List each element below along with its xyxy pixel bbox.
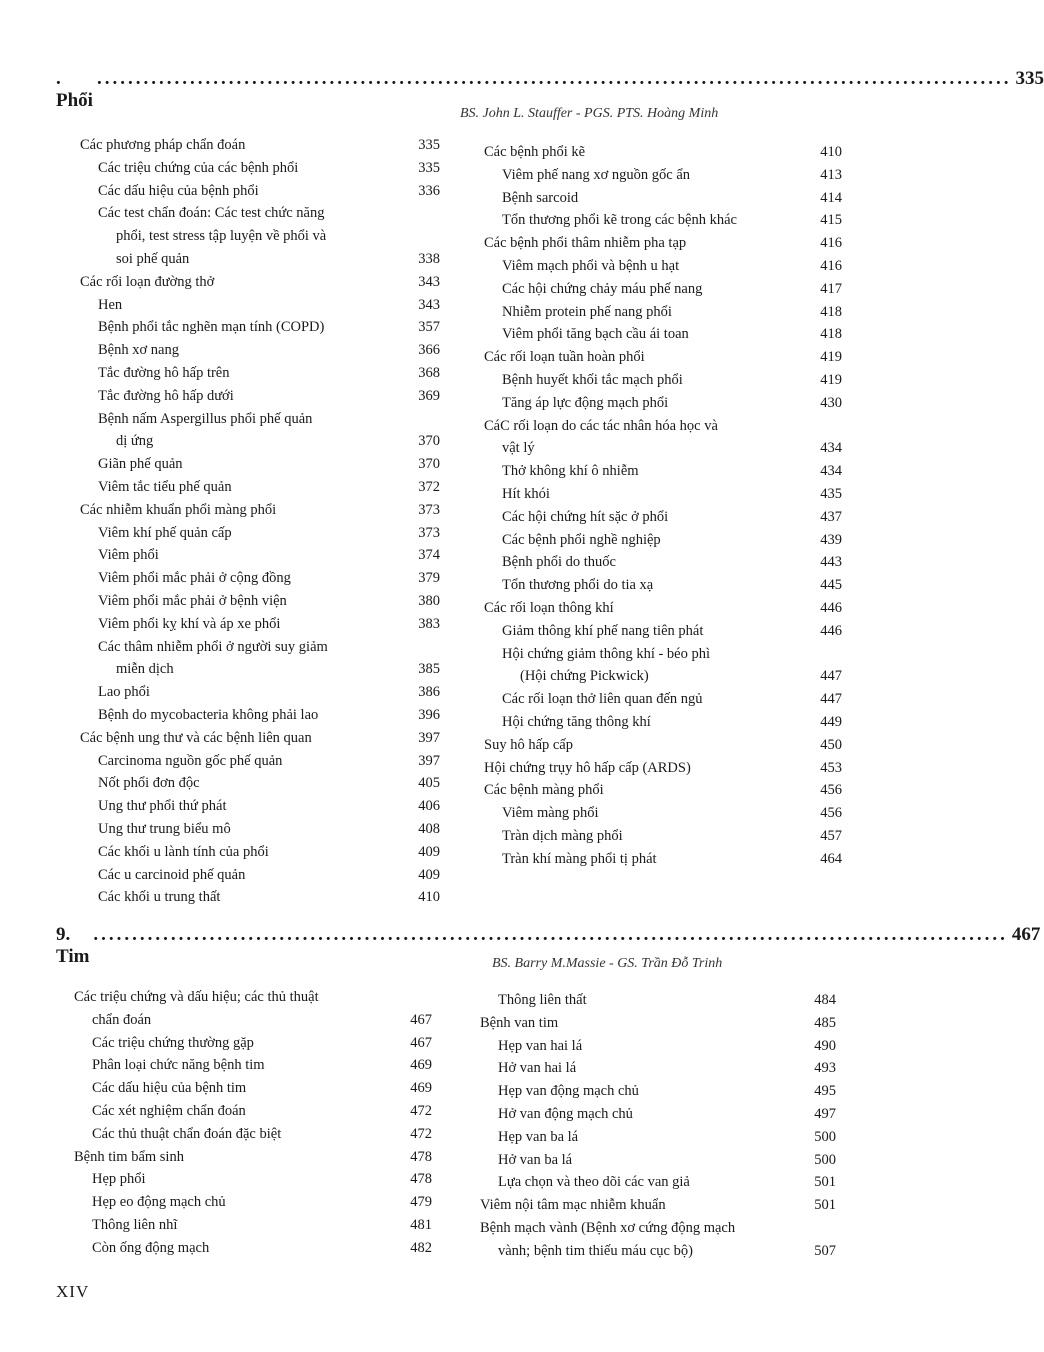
toc-entry <box>80 704 440 727</box>
toc-entry <box>80 772 440 795</box>
toc-entry <box>80 613 440 636</box>
toc-entry <box>80 180 440 203</box>
toc-entry-title: Lao phổi <box>98 684 150 701</box>
toc-entry-title: Các hội chứng chảy máu phế nang <box>502 280 703 297</box>
toc-entry <box>80 567 440 590</box>
toc-entry-page: 469 <box>410 1080 432 1097</box>
toc-entry-title: CáC rối loạn do các tác nhân hóa học và <box>484 417 718 434</box>
toc-entry-title: Viêm mạch phổi và bệnh u hạt <box>502 257 680 274</box>
toc-entry-page: 416 <box>820 235 842 252</box>
toc-entry-title: dị ứng <box>116 433 154 450</box>
toc-entry-page: 490 <box>814 1037 836 1054</box>
toc-entry <box>74 1191 432 1214</box>
chapter-page: 335 <box>1015 68 1044 89</box>
toc-entry <box>480 1171 836 1194</box>
toc-entry <box>484 232 842 255</box>
toc-entry <box>80 248 440 271</box>
toc-entry <box>74 1214 432 1237</box>
toc-entry <box>80 590 440 613</box>
toc-entry <box>484 711 842 734</box>
toc-entry-title: Viêm khí phế quản cấp <box>98 524 232 541</box>
toc-column-right <box>484 141 842 871</box>
chapter-authors: BS. Barry M.Massie - GS. Trần Đỗ Trinh <box>492 956 723 971</box>
chapter-heading-phoi <box>56 68 1044 112</box>
toc-entry-page: 446 <box>820 599 842 616</box>
toc-entry-page: 467 <box>410 1011 432 1028</box>
toc-entry-page: 380 <box>418 592 440 609</box>
toc-entry-title: Hẹp van ba lá <box>498 1128 579 1145</box>
toc-entry-page: 478 <box>410 1171 432 1188</box>
toc-entry-page: 343 <box>418 296 440 313</box>
toc-entry-page: 397 <box>418 729 440 746</box>
toc-entry-page: 472 <box>410 1102 432 1119</box>
toc-entry-page: 500 <box>814 1128 836 1145</box>
toc-entry-page: 368 <box>418 364 440 381</box>
toc-entry-title: Thông liên nhĩ <box>92 1216 178 1233</box>
toc-entry-title: chẩn đoán <box>92 1011 152 1028</box>
toc-entry-title: Bệnh mạch vành (Bệnh xơ cứng động mạch <box>480 1219 736 1236</box>
toc-entry <box>80 225 440 248</box>
toc-entry-title: Hội chứng tăng thông khí <box>502 713 651 730</box>
toc-entry-page: 409 <box>418 843 440 860</box>
toc-entry-title: Các khối u lành tính của phổi <box>98 843 269 860</box>
toc-entry-title: Bệnh phổi do thuốc <box>502 554 616 571</box>
toc-entry-title: Nốt phổi đơn độc <box>98 775 200 792</box>
toc-entry <box>80 339 440 362</box>
toc-entry-title: Các xét nghiệm chẩn đoán <box>92 1102 246 1119</box>
toc-entry-title: Viêm phổi <box>98 547 159 564</box>
toc-entry-page: 419 <box>820 371 842 388</box>
toc-entry <box>484 369 842 392</box>
toc-entry <box>74 1054 432 1077</box>
toc-entry <box>80 795 440 818</box>
toc-entry <box>80 727 440 750</box>
toc-entry-title: Hội chứng giảm thông khí - béo phì <box>502 645 711 662</box>
toc-entry-page: 418 <box>820 303 842 320</box>
toc-entry <box>80 750 440 773</box>
toc-entry-title: Carcinoma nguồn gốc phế quản <box>98 752 283 769</box>
toc-entry <box>484 848 842 871</box>
toc-entry <box>80 134 440 157</box>
toc-entry <box>480 1057 836 1080</box>
toc-entry <box>484 392 842 415</box>
toc-entry-page: 417 <box>820 280 842 297</box>
toc-entry-page: 446 <box>820 622 842 639</box>
toc-entry-page: 430 <box>820 394 842 411</box>
toc-entry <box>480 1240 836 1263</box>
toc-entry-title: Các bệnh ung thư và các bệnh liên quan <box>80 729 312 746</box>
toc-entry <box>484 141 842 164</box>
chapter-authors: BS. John L. Stauffer - PGS. PTS. Hoàng Minh <box>460 106 719 121</box>
toc-entry <box>80 658 440 681</box>
toc-entry <box>80 522 440 545</box>
toc-entry-page: 373 <box>418 524 440 541</box>
toc-entry <box>484 209 842 232</box>
toc-entry-title: Nhiễm protein phế nang phổi <box>502 303 672 320</box>
toc-entry-page: 456 <box>820 782 842 799</box>
toc-entry-title: Viêm phổi mắc phải ở bệnh viện <box>98 592 287 609</box>
toc-entry-page: 370 <box>418 433 440 450</box>
toc-entry <box>80 202 440 225</box>
toc-entry-title: Các test chẩn đoán: Các test chức năng <box>98 205 325 222</box>
toc-entry-page: 335 <box>418 137 440 153</box>
toc-entry-title: Giảm thông khí phế nang tiên phát <box>502 622 704 639</box>
toc-entry <box>484 734 842 757</box>
toc-entry-title: Các khối u trung thất <box>98 889 221 906</box>
toc-entry-title: Viêm phổi mắc phải ở cộng đồng <box>98 570 291 587</box>
toc-entry-title: Bệnh tim bẩm sinh <box>74 1148 184 1165</box>
toc-entry-page: 434 <box>820 440 842 457</box>
toc-entry-page: 418 <box>820 326 842 343</box>
toc-entry-title: Tổn thương phổi do tia xạ <box>502 577 654 594</box>
toc-entry-title: Các hội chứng hít sặc ở phổi <box>502 508 669 525</box>
toc-entry-title: Viêm tắc tiểu phế quản <box>98 478 232 495</box>
toc-entry <box>80 681 440 704</box>
toc-entry-page: 434 <box>820 463 842 480</box>
toc-entry-title: Viêm phổi tăng bạch cầu ái toan <box>502 326 689 343</box>
toc-entry <box>484 779 842 802</box>
toc-entry-page: 507 <box>814 1242 836 1259</box>
toc-entry-title: Các thủ thuật chẩn đoán đặc biệt <box>92 1125 282 1142</box>
toc-entry <box>484 802 842 825</box>
toc-entry-title: Các u carcinoid phế quản <box>98 866 246 883</box>
toc-entry-page: 410 <box>820 144 842 160</box>
toc-entry-title: Các bệnh màng phổi <box>484 782 604 799</box>
toc-entry <box>484 757 842 780</box>
toc-entry-page: 469 <box>410 1057 432 1074</box>
toc-entry-page: 374 <box>418 547 440 564</box>
toc-entry-title: Các triệu chứng của các bệnh phổi <box>98 159 299 176</box>
toc-entry-title: Bệnh sarcoid <box>502 189 579 206</box>
toc-entry <box>480 989 836 1012</box>
toc-entry-title: Viêm phổi kỵ khí và áp xe phổi <box>98 615 281 632</box>
toc-entry <box>484 529 842 552</box>
toc-entry-page: 335 <box>418 159 440 176</box>
toc-entry <box>74 1168 432 1191</box>
toc-entry <box>484 301 842 324</box>
toc-entry <box>480 1012 836 1035</box>
toc-entry <box>480 1194 836 1217</box>
toc-entry-page: 478 <box>410 1148 432 1165</box>
toc-entry-title: Bệnh do mycobacteria không phải lao <box>98 706 319 723</box>
toc-entry-page: 453 <box>820 759 842 776</box>
toc-entry <box>484 551 842 574</box>
toc-entry <box>480 1080 836 1103</box>
toc-entry <box>484 164 842 187</box>
toc-entry-page: 406 <box>418 798 440 815</box>
toc-entry <box>74 986 432 1009</box>
toc-entry-title: Tổn thương phổi kẽ trong các bệnh khác <box>502 212 737 229</box>
toc-entry <box>480 1103 836 1126</box>
toc-entry <box>80 818 440 841</box>
toc-column-right <box>480 989 836 1263</box>
toc-entry-page: 416 <box>820 257 842 274</box>
toc-entry-title: Hở van động mạch chủ <box>498 1105 633 1122</box>
toc-entry-page: 447 <box>820 668 842 685</box>
toc-entry-page: 419 <box>820 349 842 366</box>
toc-entry <box>484 187 842 210</box>
toc-entry-page: 467 <box>410 1034 432 1051</box>
toc-entry <box>484 574 842 597</box>
toc-entry <box>80 864 440 887</box>
toc-entry <box>484 597 842 620</box>
toc-entry-title: Các dấu hiệu của bệnh tim <box>92 1080 247 1097</box>
toc-entry <box>74 1237 432 1260</box>
toc-entry-page: 414 <box>820 189 842 206</box>
toc-column-left <box>74 986 432 1260</box>
toc-entry <box>484 323 842 346</box>
toc-entry <box>80 841 440 864</box>
toc-entry-title: Tăng áp lực động mạch phổi <box>502 394 669 411</box>
toc-entry-title: Các thâm nhiễm phổi ở người suy giảm <box>98 638 328 655</box>
toc-entry <box>484 278 842 301</box>
toc-entry-title: Giãn phế quản <box>98 456 183 473</box>
toc-entry-title: Bệnh nấm Aspergillus phổi phế quản <box>98 410 313 427</box>
toc-entry <box>480 1126 836 1149</box>
toc-entry-page: 484 <box>814 992 836 1008</box>
toc-entry-title: Bệnh huyết khối tắc mạch phổi <box>502 371 683 388</box>
page-number: XIV <box>56 1282 90 1301</box>
toc-entry-title: Thông liên thất <box>498 992 587 1008</box>
toc-entry-page: 501 <box>814 1197 836 1214</box>
toc-entry <box>480 1035 836 1058</box>
toc-entry <box>80 499 440 522</box>
toc-entry <box>74 1100 432 1123</box>
toc-entry <box>74 1123 432 1146</box>
toc-entry-title: Hở van hai lá <box>498 1060 577 1077</box>
toc-entry-title: Hẹp phổi <box>92 1171 146 1188</box>
toc-entry-title: Các phương pháp chẩn đoán <box>80 137 246 153</box>
toc-entry-title: Các triệu chứng thường gặp <box>92 1034 254 1051</box>
toc-entry-page: 366 <box>418 342 440 359</box>
toc-entry-page: 336 <box>418 182 440 199</box>
toc-entry-title: Các nhiễm khuẩn phổi màng phổi <box>80 501 277 518</box>
toc-entry <box>80 271 440 294</box>
toc-entry-page: 485 <box>814 1014 836 1031</box>
toc-entry-title: vật lý <box>502 440 535 457</box>
toc-entry-page: 497 <box>814 1105 836 1122</box>
toc-entry-page: 372 <box>418 478 440 495</box>
chapter-title: . Phổi <box>56 68 93 111</box>
toc-entry-title: Viêm màng phổi <box>502 805 599 822</box>
toc-entry <box>74 1009 432 1032</box>
chapter-page: 467 <box>1011 924 1041 945</box>
toc-entry <box>484 483 842 506</box>
toc-entry-title: (Hội chứng Pickwick) <box>520 668 649 685</box>
leader-dots: ...................................................................................................................... <box>96 68 1012 89</box>
toc-entry-page: 386 <box>418 684 440 701</box>
toc-entry <box>484 688 842 711</box>
toc-entry <box>484 506 842 529</box>
toc-entry-title: phổi, test stress tập luyện về phổi và <box>116 228 327 245</box>
toc-entry-title: Các rối loạn tuần hoàn phổi <box>484 349 645 366</box>
toc-entry-page: 456 <box>820 805 842 822</box>
toc-entry <box>484 255 842 278</box>
toc-entry <box>80 316 440 339</box>
toc-entry-page: 481 <box>410 1216 432 1233</box>
toc-entry <box>480 1217 836 1240</box>
toc-entry-title: Tràn dịch màng phổi <box>502 827 623 844</box>
toc-entry <box>484 620 842 643</box>
toc-entry-title: Tắc đường hô hấp dưới <box>98 387 234 404</box>
toc-entry-page: 343 <box>418 273 440 290</box>
toc-entry <box>80 453 440 476</box>
toc-entry-title: Bệnh phổi tắc nghẽn mạn tính (COPD) <box>98 319 325 336</box>
toc-entry <box>480 1149 836 1172</box>
toc-entry <box>80 385 440 408</box>
toc-entry-title: Các triệu chứng và dấu hiệu; các thủ thuật <box>74 989 319 1005</box>
toc-entry-page: 385 <box>418 661 440 678</box>
toc-entry-page: 397 <box>418 752 440 769</box>
toc-entry-page: 405 <box>418 775 440 792</box>
toc-entry-page: 357 <box>418 319 440 336</box>
toc-entry-title: Hội chứng trụy hô hấp cấp (ARDS) <box>484 759 691 776</box>
toc-entry-title: Ung thư trung biểu mô <box>98 820 231 837</box>
toc-entry <box>74 1146 432 1169</box>
toc-entry-title: Ung thư phổi thứ phát <box>98 798 227 815</box>
toc-entry <box>80 636 440 659</box>
toc-entry-title: Hẹp van động mạch chủ <box>498 1083 639 1100</box>
leader-dots: ...................................................................................................................... <box>93 924 1008 945</box>
toc-entry-title: Các rối loạn đường thở <box>80 273 215 290</box>
chapter-heading-tim <box>56 924 1041 968</box>
toc-entry <box>80 476 440 499</box>
toc-entry-page: 413 <box>820 166 842 183</box>
toc-entry-page: 472 <box>410 1125 432 1142</box>
toc-entry-page: 500 <box>814 1151 836 1168</box>
toc-entry <box>80 544 440 567</box>
toc-entry <box>484 437 842 460</box>
toc-entry <box>484 346 842 369</box>
toc-entry <box>74 1077 432 1100</box>
toc-entry-page: 464 <box>820 850 842 867</box>
toc-entry-page: 439 <box>820 531 842 548</box>
toc-entry-title: Lựa chọn và theo dõi các van giả <box>498 1174 690 1191</box>
toc-entry-page: 379 <box>418 570 440 587</box>
toc-entry-title: Hẹp van hai lá <box>498 1037 583 1054</box>
toc-entry-page: 445 <box>820 577 842 594</box>
toc-entry-page: 370 <box>418 456 440 473</box>
toc-entry-page: 457 <box>820 827 842 844</box>
toc-entry-title: Tràn khí màng phổi tị phát <box>502 850 657 867</box>
toc-entry-title: Thở không khí ô nhiễm <box>502 463 639 480</box>
toc-entry-title: Các bệnh phổi thâm nhiễm pha tạp <box>484 235 687 252</box>
toc-entry-page: 443 <box>820 554 842 571</box>
toc-entry-page: 408 <box>418 820 440 837</box>
toc-entry-page: 396 <box>418 706 440 723</box>
toc-entry-title: Phân loại chức năng bệnh tim <box>92 1057 265 1074</box>
toc-entry-title: Hen <box>98 296 123 313</box>
toc-entry-page: 450 <box>820 736 842 753</box>
toc-entry-title: Hở van ba lá <box>498 1151 573 1168</box>
toc-entry-title: Bệnh van tim <box>480 1014 559 1031</box>
toc-entry-page: 369 <box>418 387 440 404</box>
toc-entry <box>484 825 842 848</box>
toc-entry-page: 437 <box>820 508 842 525</box>
toc-column-left <box>80 134 440 909</box>
toc-entry <box>80 886 440 909</box>
toc-entry <box>484 643 842 666</box>
toc-entry-title: Hít khói <box>502 485 550 502</box>
toc-entry-title: Còn ống động mạch <box>92 1239 210 1256</box>
toc-entry-page: 482 <box>410 1239 432 1256</box>
toc-entry-page: 501 <box>814 1174 836 1191</box>
toc-entry-page: 410 <box>418 889 440 906</box>
toc-entry-title: Các bệnh phổi nghề nghiệp <box>502 531 661 548</box>
toc-entry <box>80 294 440 317</box>
toc-entry-title: Viêm phế nang xơ nguồn gốc ẩn <box>502 166 691 183</box>
toc-entry-page: 435 <box>820 485 842 502</box>
toc-entry-title: soi phế quản <box>116 250 190 267</box>
toc-entry-page: 447 <box>820 691 842 708</box>
toc-entry-title: Tắc đường hô hấp trên <box>98 364 230 381</box>
toc-entry-page: 409 <box>418 866 440 883</box>
toc-entry-title: miễn dịch <box>116 661 174 678</box>
toc-entry-page: 338 <box>418 250 440 267</box>
toc-entry-page: 479 <box>410 1194 432 1211</box>
toc-entry <box>484 460 842 483</box>
toc-entry-title: Suy hô hấp cấp <box>484 736 573 753</box>
toc-entry-page: 449 <box>820 713 842 730</box>
toc-entry-title: Hẹp eo động mạch chủ <box>92 1194 226 1211</box>
toc-entry-title: Các bệnh phổi kẽ <box>484 144 586 160</box>
toc-entry-page: 383 <box>418 615 440 632</box>
toc-entry <box>74 1032 432 1055</box>
toc-entry <box>484 665 842 688</box>
toc-entry-title: Các rối loạn thông khí <box>484 599 614 616</box>
toc-entry-page: 415 <box>820 212 842 229</box>
toc-entry <box>80 157 440 180</box>
chapter-title: 9. Tim <box>56 924 90 967</box>
toc-entry <box>80 430 440 453</box>
toc-entry <box>80 362 440 385</box>
toc-entry-title: Bệnh xơ nang <box>98 342 179 359</box>
toc-entry-page: 493 <box>814 1060 836 1077</box>
toc-entry <box>80 408 440 431</box>
toc-entry-title: Các dấu hiệu của bệnh phổi <box>98 182 259 199</box>
toc-entry-title: Các rối loạn thở liên quan đến ngủ <box>502 691 703 708</box>
toc-entry-title: vành; bệnh tim thiếu máu cục bộ) <box>498 1242 693 1259</box>
toc-entry-page: 373 <box>418 501 440 518</box>
toc-entry-title: Viêm nội tâm mạc nhiễm khuẩn <box>480 1197 666 1214</box>
toc-entry <box>484 415 842 438</box>
toc-entry-page: 495 <box>814 1083 836 1100</box>
